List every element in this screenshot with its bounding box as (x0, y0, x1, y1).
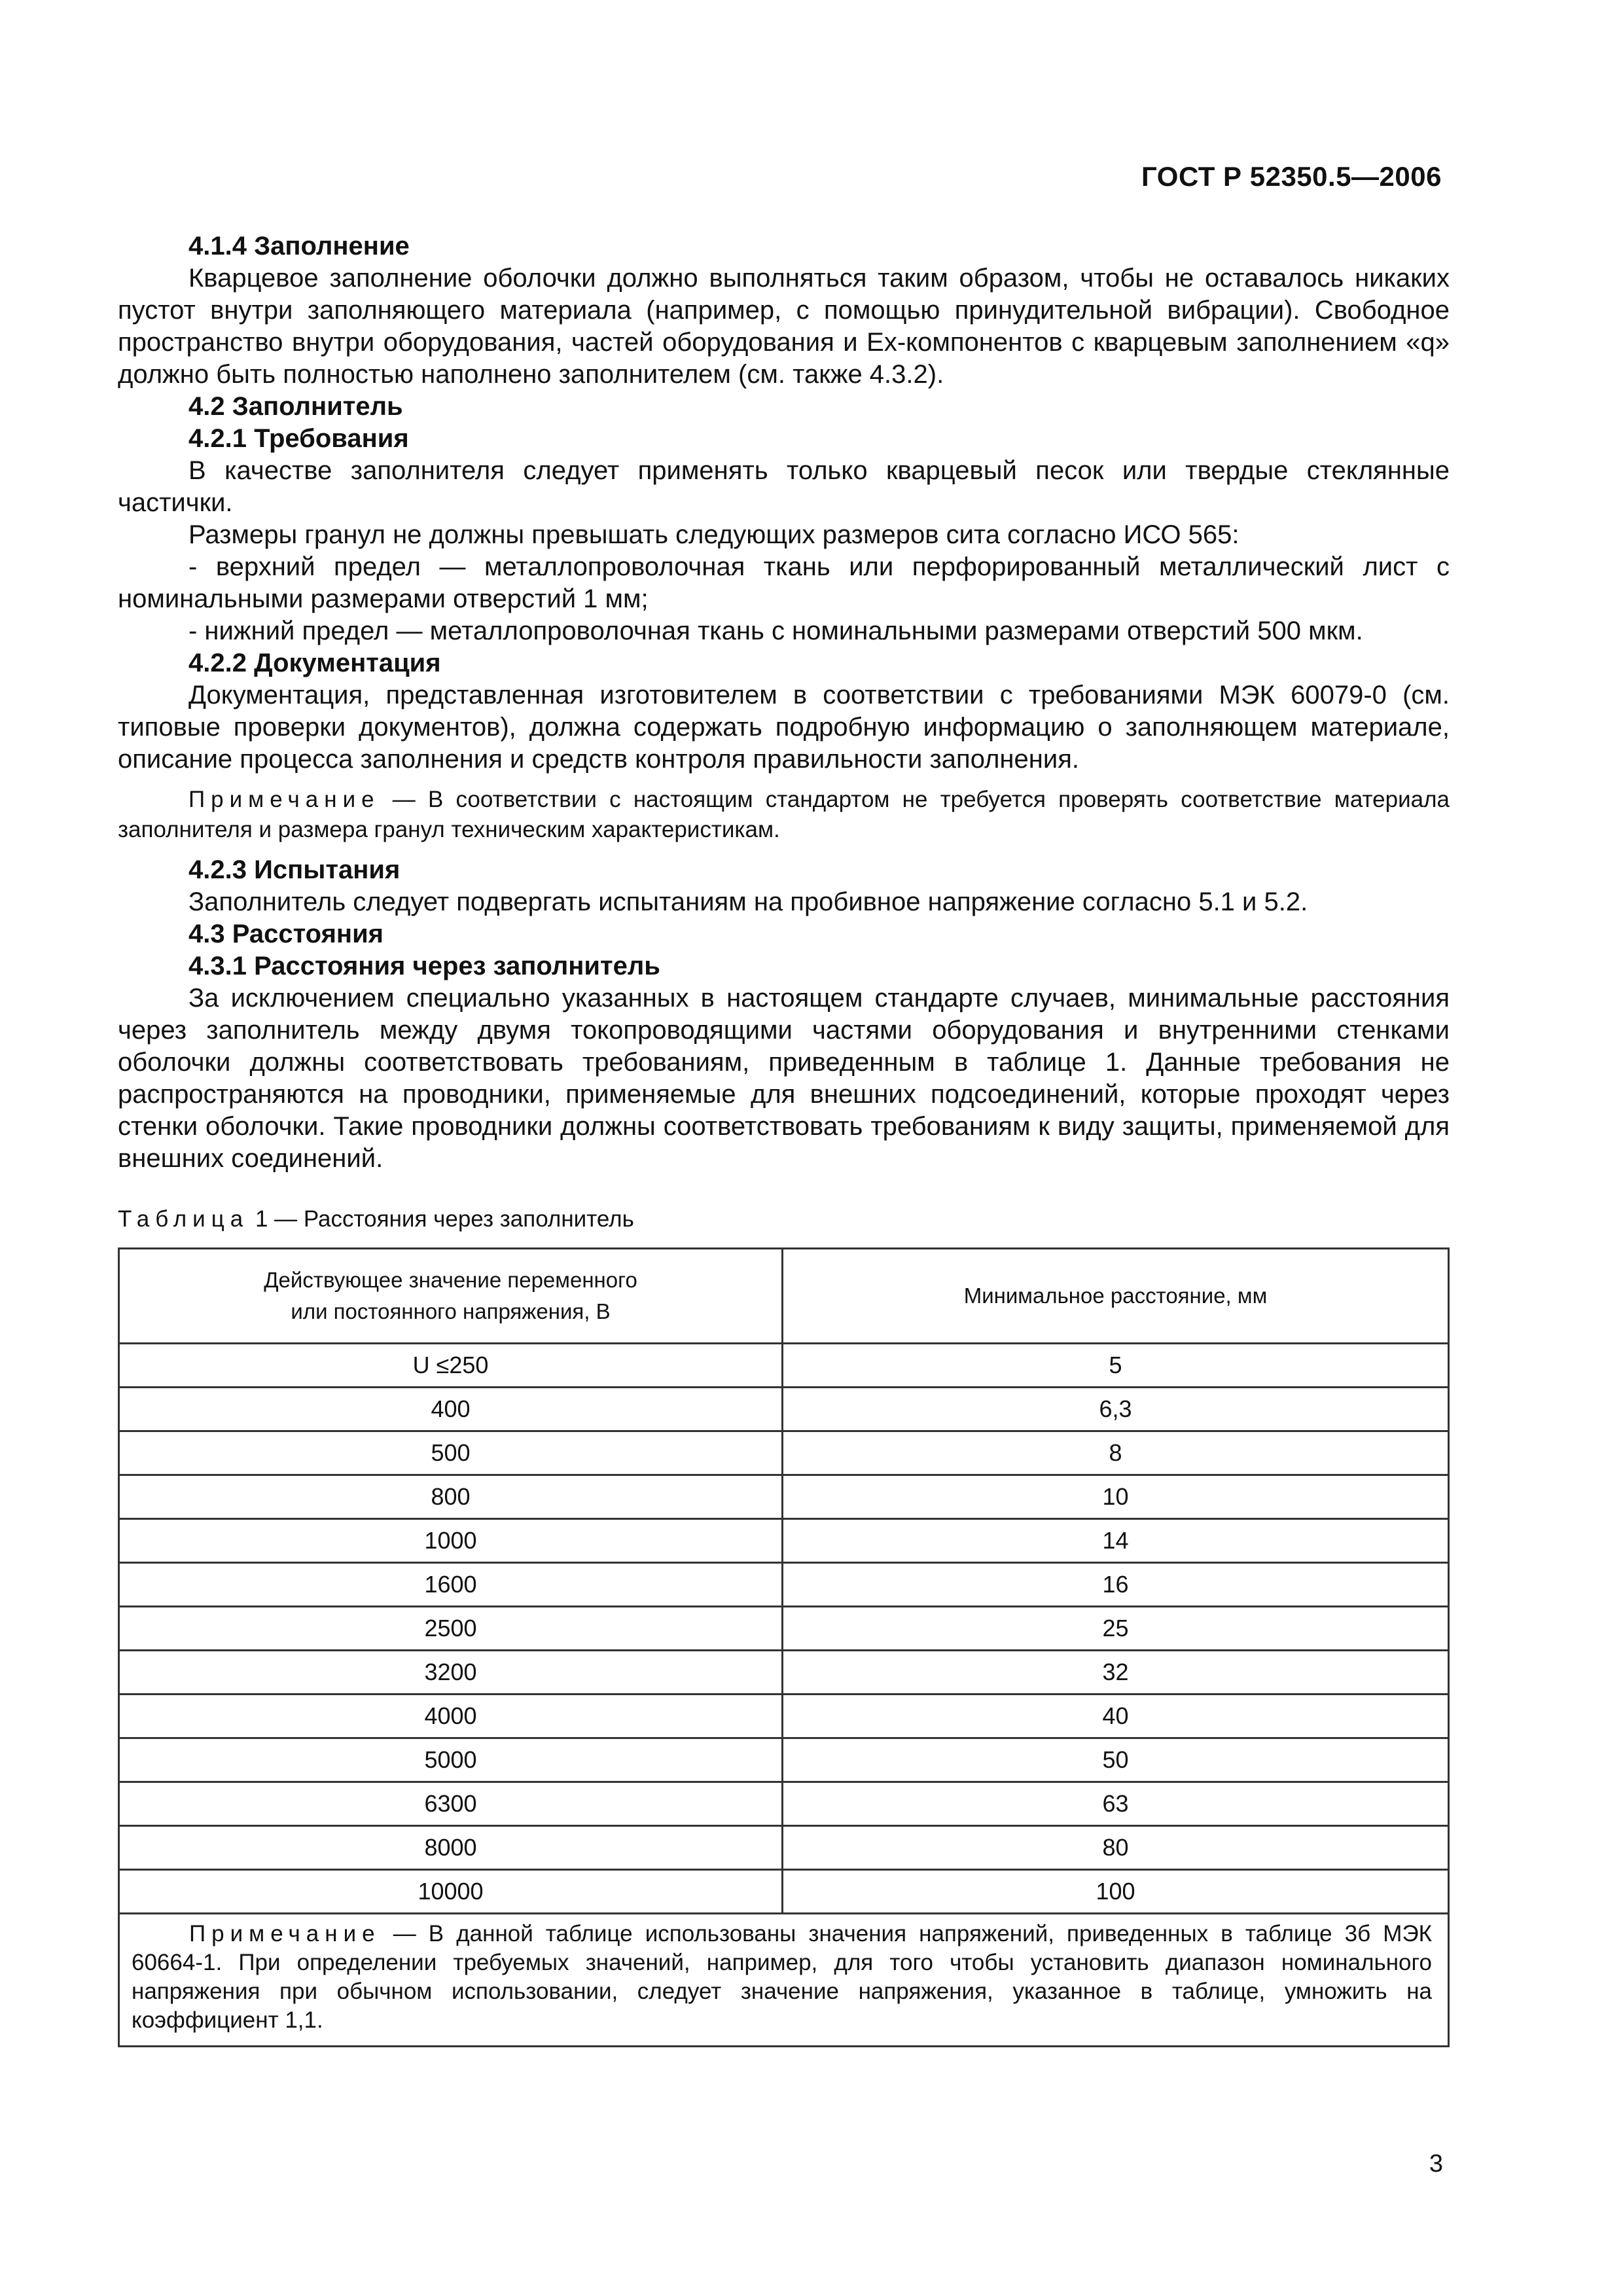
distance-cell: 100 (783, 1870, 1449, 1914)
section-4-3-title: 4.3 Расстояния (188, 920, 384, 948)
table-note-row (119, 1914, 1449, 2047)
distances-table (118, 1247, 1450, 2047)
document-code: ГОСТ Р 52350.5—2006 (1141, 161, 1442, 192)
distance-cell: 6,3 (783, 1388, 1449, 1431)
table-row (119, 1651, 1449, 1695)
voltage-cell: 800 (119, 1475, 783, 1519)
table-row (119, 1607, 1449, 1651)
body-text (118, 230, 1450, 1175)
table-header-row (119, 1249, 1449, 1344)
section-4-2-3-text: Заполнитель следует подвергать испытаниям на пробивное напряжение согласно 5.1 и 5.2. (188, 888, 1308, 916)
voltage-cell: 10000 (119, 1870, 783, 1914)
distance-cell: 63 (783, 1782, 1449, 1826)
voltage-cell: 6300 (119, 1782, 783, 1826)
voltage-cell: 4000 (119, 1695, 783, 1738)
section-4-2-3-title: 4.2.3 Испытания (188, 855, 401, 884)
table-row (119, 1563, 1449, 1607)
table-row (119, 1826, 1449, 1870)
table-note (132, 1920, 1432, 2035)
section-4-2-2-note (118, 785, 1450, 845)
table-row (119, 1475, 1449, 1519)
table-row (119, 1695, 1449, 1738)
table-note-cell (119, 1914, 1449, 2047)
voltage-cell: 400 (119, 1388, 783, 1431)
header-line: или постоянного напряжения, В (291, 1299, 611, 1323)
note-label: Примечание (188, 787, 380, 812)
page-number: 3 (1429, 2150, 1443, 2178)
section-4-2-1-paragraph: Размеры гранул не должны превышать следующих размеров сита согласно ИСО 565: (188, 520, 1240, 549)
table-row (119, 1388, 1449, 1431)
distance-cell: 25 (783, 1607, 1449, 1651)
table-row (119, 1431, 1449, 1475)
distance-cell: 5 (783, 1344, 1449, 1388)
table-row (119, 1519, 1449, 1563)
table-row (119, 1782, 1449, 1826)
note-text: — В соответствии с настоящим стандартом не требуется проверять соответствие материала заполнителя и размера гранул техническим характеристикам. (118, 787, 1450, 842)
section-4-2-1-paragraph: В качестве заполнителя следует применять только кварцевый песок или твердые стеклянные частички. (118, 456, 1450, 517)
distance-cell: 40 (783, 1695, 1449, 1738)
distance-cell: 50 (783, 1738, 1449, 1782)
distance-cell: 80 (783, 1826, 1449, 1870)
table-caption-text: 1 — Расстояния через заполнитель (249, 1206, 634, 1232)
distance-cell: 16 (783, 1563, 1449, 1607)
table-row (119, 1870, 1449, 1914)
table-header-distance: Минимальное расстояние, мм (783, 1249, 1449, 1344)
voltage-cell: U ≤250 (119, 1344, 783, 1388)
header-line: Действующее значение переменного (264, 1268, 637, 1292)
voltage-cell: 3200 (119, 1651, 783, 1695)
note-label: Примечание (189, 1921, 381, 1946)
table-header-voltage (119, 1249, 783, 1344)
table-caption-label: Таблица (118, 1206, 249, 1232)
note-text: — В данной таблице использованы значения напряжений, приведенных в таблице 3б МЭК 60664-1. При определении требуемых значений, например, для того чтобы установить диапазон номинального напряжения при обычном использовании, следует значение напряжения, указанное в таблице, умножить на коэффициент 1,1. (132, 1921, 1432, 2033)
section-4-2-1-list-item: - нижний предел — металлопроволочная ткань с номинальными размерами отверстий 500 мкм. (188, 617, 1363, 645)
section-4-3-1-text: За исключением специально указанных в настоящем стандарте случаев, минимальные расстояния через заполнитель между двумя токопроводящими частями оборудования и внутренними стенками оболочки должны соответствовать требованиям, приведенным в таблице 1. Данные требования не распространяются на проводники, применяемые для внешних подсоединений, которые проходят через стенки оболочки. Такие проводники должны соответствовать требованиям к виду защиты, применяемой для внешних соединений. (118, 984, 1450, 1173)
voltage-cell: 1000 (119, 1519, 783, 1563)
section-4-2-2-text: Документация, представленная изготовителем в соответствии с требованиями МЭК 60079-0 (см. типовые проверки документов), должна содержать подробную информацию о заполняющем материале, описание процесса заполнения и средств контроля правильности заполнения. (118, 681, 1450, 774)
voltage-cell: 5000 (119, 1738, 783, 1782)
table-row (119, 1738, 1449, 1782)
voltage-cell: 8000 (119, 1826, 783, 1870)
voltage-cell: 500 (119, 1431, 783, 1475)
distance-cell: 8 (783, 1431, 1449, 1475)
section-4-2-1-list-item: - верхний предел — металлопроволочная ткань или перфорированный металлический лист с номинальными размерами отверстий 1 мм; (118, 552, 1450, 613)
distance-cell: 10 (783, 1475, 1449, 1519)
section-4-2-title: 4.2 Заполнитель (188, 392, 403, 421)
section-4-3-1-title: 4.3.1 Расстояния через заполнитель (188, 952, 660, 980)
section-4-1-4-title: 4.1.4 Заполнение (188, 232, 410, 260)
section-4-2-2-title: 4.2.2 Документация (188, 649, 441, 677)
distance-cell: 14 (783, 1519, 1449, 1563)
voltage-cell: 2500 (119, 1607, 783, 1651)
section-4-2-1-title: 4.2.1 Требования (188, 424, 409, 453)
voltage-cell: 1600 (119, 1563, 783, 1607)
table-row (119, 1344, 1449, 1388)
section-4-1-4-text: Кварцевое заполнение оболочки должно выполняться таким образом, чтобы не оставалось никаких пустот внутри заполняющего материала (например, с помощью принудительной вибрации). Свободное пространство внутри оборудования, частей оборудования и Ex-компонентов с кварцевым заполнением «q» должно быть полностью наполнено заполнителем (см. также 4.3.2). (118, 264, 1450, 389)
table-caption (118, 1206, 634, 1232)
distance-cell: 32 (783, 1651, 1449, 1695)
